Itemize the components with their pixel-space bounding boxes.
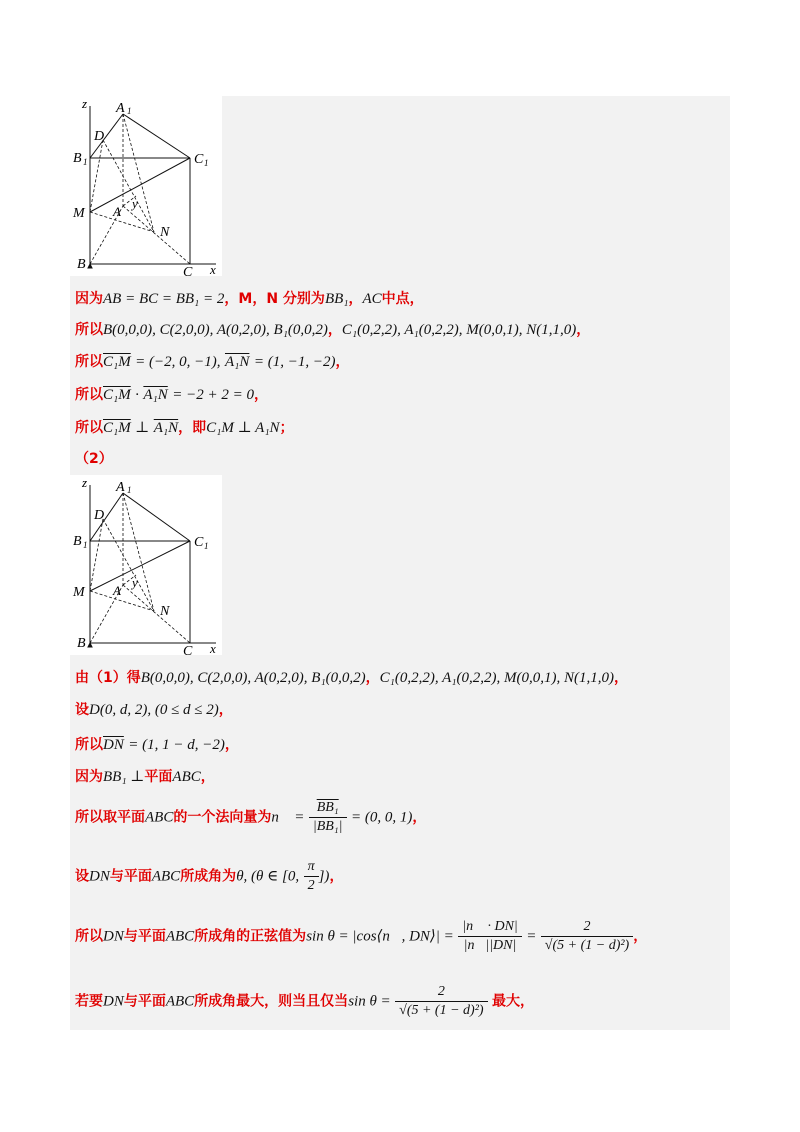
fig1-label-B1-sub: 1 xyxy=(83,157,88,167)
line-6: （2） xyxy=(75,451,113,467)
fig2-label-C1: C xyxy=(194,535,204,550)
line-8: 设D(0, d, 2), (0 ≤ d ≤ 2)， xyxy=(75,702,233,718)
line-14: 若要DN与平面ABC所成角最大，则当且仅当sin θ = $\frac{2}{\text{√(5 + (1 − d)²)}}$ 最大， xyxy=(75,984,535,1018)
line-11: 所以取平面ABC的一个法向量为n⃗ = $\frac{\text{BB₁}}{\text{|BB₁|}}$ = (0, 0, 1)， xyxy=(75,800,427,834)
fig1-label-A: A xyxy=(113,204,121,219)
fig1-label-N: N xyxy=(160,225,170,240)
fig1-label-A1-sub: 1 xyxy=(127,106,132,116)
fig1-label-M: M xyxy=(73,206,85,221)
sine-value-fraction: $\frac{2}{\text{√(5 + (1 − d)²)}}$ xyxy=(541,918,633,955)
fig2-label-y: y xyxy=(132,575,138,590)
fig1-label-C: C xyxy=(183,265,193,276)
line-3: 所以C₁M = (−2, 0, −1), A₁N = (1, −1, −2)， xyxy=(75,354,350,370)
line-12: 设DN与平面ABC所成角为θ, (θ ∈ [0, $\frac{\pi}{2}$ ])， xyxy=(75,859,344,893)
line-4: 所以C₁M · A₁N = −2 + 2 = 0， xyxy=(75,387,268,403)
cosine-fraction: $\frac{|n⃗ \cdot DN|}{|n⃗||DN|}$ xyxy=(458,918,522,955)
normal-vector-fraction: $\frac{\text{BB₁}}{\text{|BB₁|}}$ xyxy=(309,799,347,836)
fig1-label-B1: B xyxy=(73,151,82,166)
fig2-label-A1: A xyxy=(116,480,125,495)
fig2-label-C: C xyxy=(183,644,193,655)
fig2-label-C1-sub: 1 xyxy=(204,541,209,551)
fig2-label-D: D xyxy=(94,508,105,523)
max-sine-fraction: $\frac{2}{\text{√(5 + (1 − d)²)}}$ xyxy=(395,983,487,1020)
line-2: 所以B(0,0,0), C(2,0,0), A(0,2,0), B₁(0,0,2)，C₁(0,2,2), A₁(0,2,2), M(0,0,1), N(1,1,0)， xyxy=(75,322,591,338)
fig1-label-B: B xyxy=(77,257,86,272)
pi-over-two-fraction: $\frac{\pi}{2}$ xyxy=(304,858,319,895)
fig2-label-B1: B xyxy=(73,534,82,549)
fig1-label-C1: C xyxy=(194,152,204,167)
fig2-label-A: A xyxy=(113,583,121,598)
fig2-label-M: M xyxy=(73,585,85,600)
fig2-label-x: x xyxy=(210,641,216,655)
line-13: 所以DN与平面ABC所成角的正弦值为sin θ = |cos⟨n⃗, DN⟩| = $\frac{|n⃗ \cdot DN|}{|n⃗||DN|}$ = $\frac{2}{\text{√(5 + (1 − d)²)}}$ ， xyxy=(75,919,648,953)
prism-figure-1 xyxy=(70,96,222,276)
fig1-label-y: y xyxy=(132,196,138,211)
fig1-label-A1: A xyxy=(116,101,125,116)
fig2-label-A1-sub: 1 xyxy=(127,485,132,495)
fig1-label-x: x xyxy=(210,262,216,276)
fig2-label-B1-sub: 1 xyxy=(83,540,88,550)
fig1-label-D: D xyxy=(94,129,105,144)
line-7: 由（1）得B(0,0,0), C(2,0,0), A(0,2,0), B₁(0,0,2)，C₁(0,2,2), A₁(0,2,2), M(0,0,1), N(1,1,0)， xyxy=(75,670,628,686)
fig2-label-z: z xyxy=(82,475,88,490)
line-1: 因为AB = BC = BB₁ = 2，M，N 分别为BB₁，AC中点， xyxy=(75,291,424,307)
fig2-label-N: N xyxy=(160,604,170,619)
fig1-label-z: z xyxy=(82,96,88,111)
fig1-label-C1-sub: 1 xyxy=(204,158,209,168)
fig2-label-B: B xyxy=(77,636,86,651)
line-5: 所以C₁M ⊥ A₁N，即C₁M ⊥ A₁N； xyxy=(75,420,294,436)
line-9: 所以$\overline{DN} = (1$, 1 − d, −2)， xyxy=(75,737,239,753)
prism-figure-2 xyxy=(70,475,222,655)
line-10: 因为BB₁ ⊥平面ABC， xyxy=(75,769,215,785)
